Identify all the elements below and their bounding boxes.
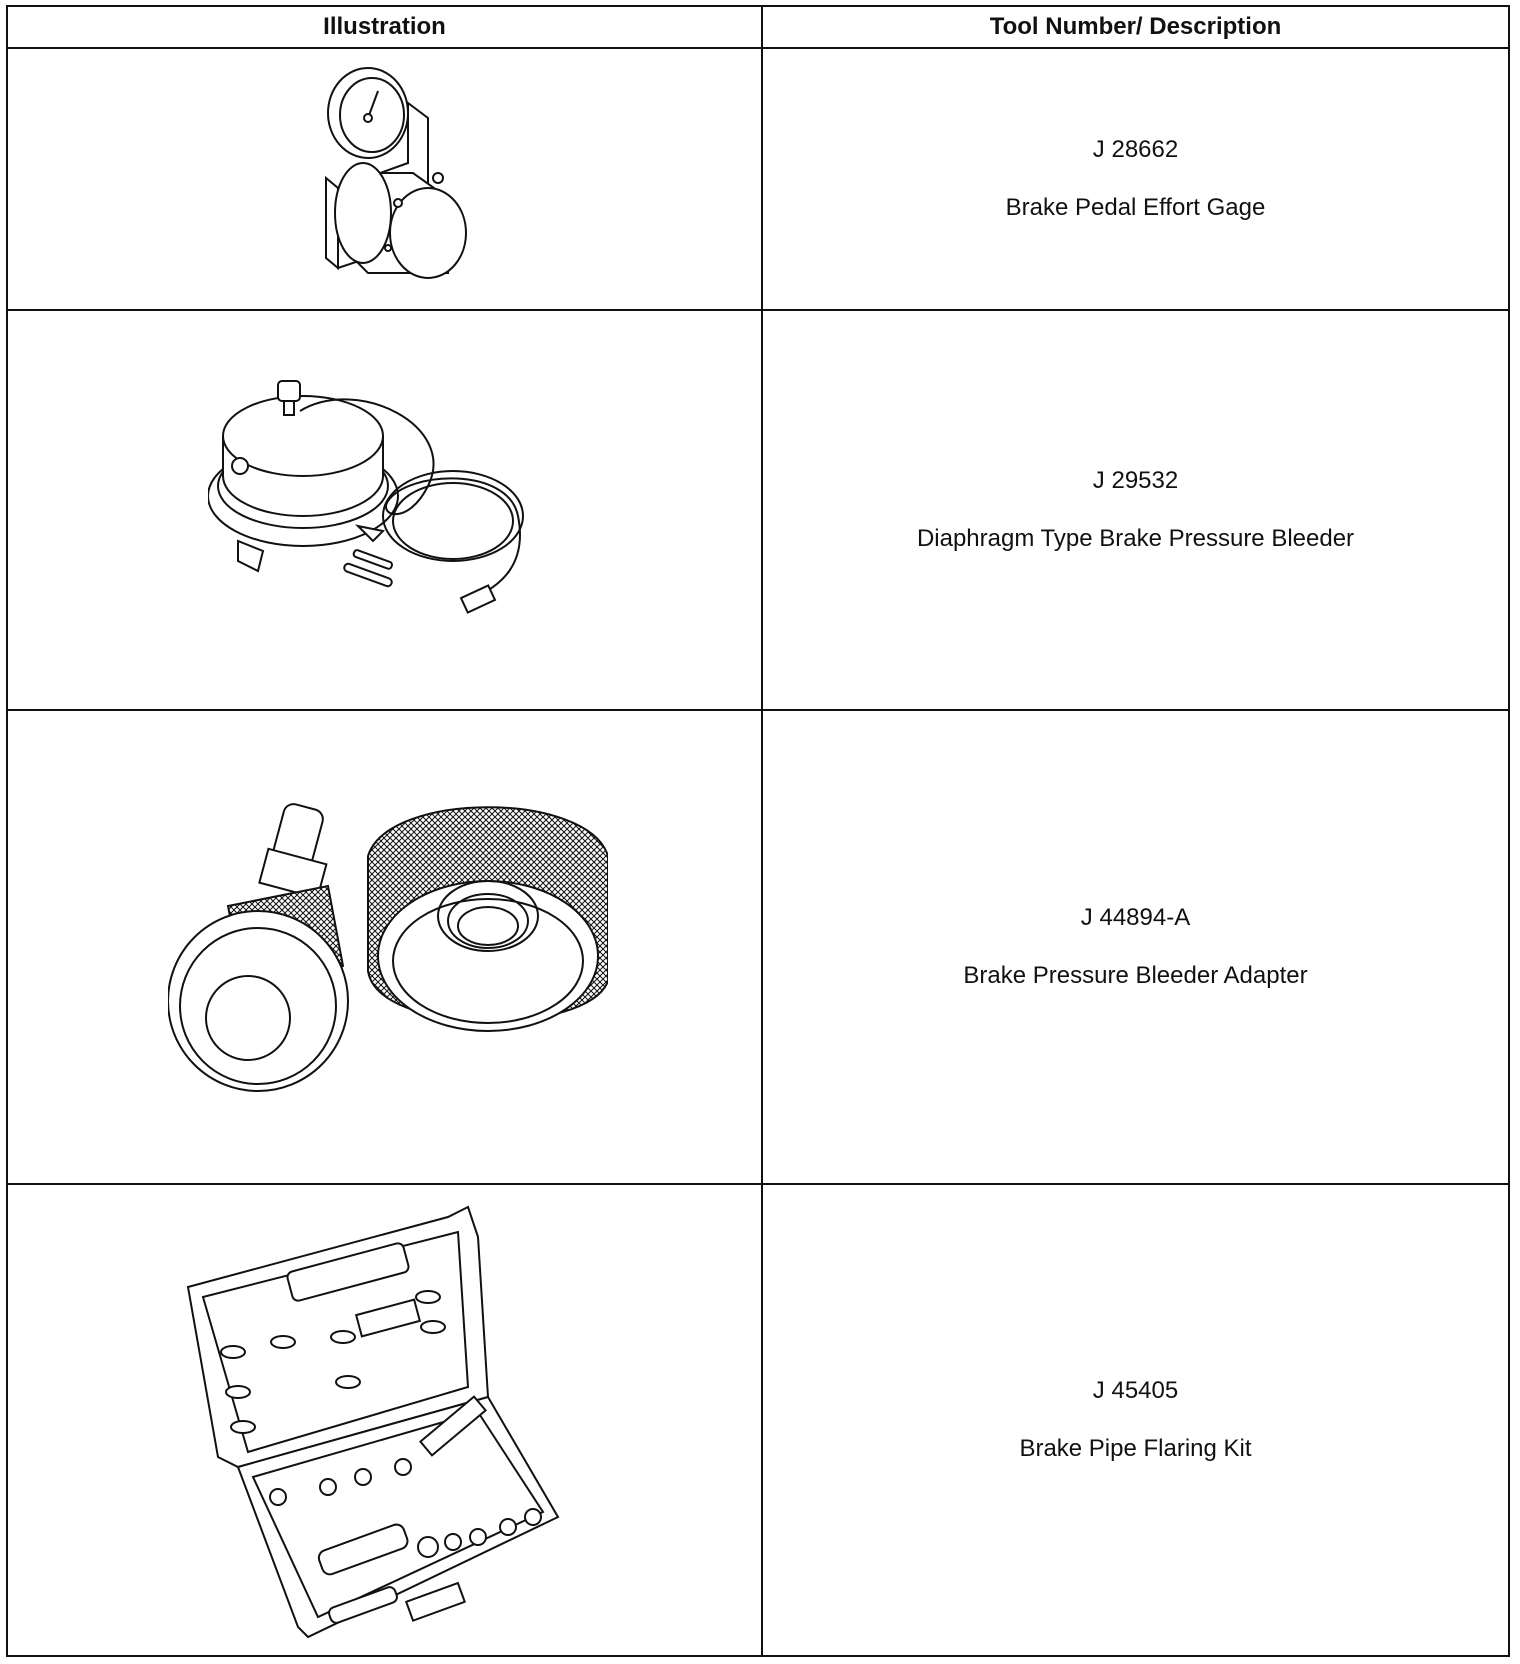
pedal-effort-gage-icon: [308, 63, 478, 288]
pressure-bleeder-icon: [208, 366, 568, 626]
tool-number: J 29532: [1092, 467, 1179, 494]
illustration-cell: [8, 49, 761, 309]
tool-number: J 28662: [1092, 136, 1179, 163]
table-row: [8, 311, 1508, 711]
flaring-kit-icon: [178, 1197, 598, 1647]
table-row: [8, 49, 1508, 311]
tool-description: Brake Pressure Bleeder Adapter: [963, 962, 1308, 989]
tools-table: [6, 5, 1510, 1657]
table-row: [8, 711, 1508, 1185]
illustration-cell: [8, 711, 761, 1183]
description-cell: [763, 311, 1508, 709]
illustration-cell: [8, 1185, 761, 1655]
tool-description: Diaphragm Type Brake Pressure Bleeder: [916, 525, 1355, 552]
tool-number: J 45405: [1092, 1377, 1179, 1404]
description-cell: [763, 1185, 1508, 1655]
header-description: Tool Number/ Description: [989, 13, 1282, 40]
illustration-cell: [8, 311, 761, 709]
table-header: [8, 7, 1508, 49]
table-row: [8, 1185, 1508, 1655]
tool-number: J 44894-A: [1080, 904, 1191, 931]
bleeder-adapter-icon: [168, 796, 608, 1096]
description-cell: [763, 711, 1508, 1183]
tool-description: Brake Pedal Effort Gage: [1005, 194, 1266, 221]
tool-description: Brake Pipe Flaring Kit: [1019, 1435, 1252, 1462]
header-illustration: Illustration: [323, 13, 446, 40]
description-cell: [763, 49, 1508, 309]
